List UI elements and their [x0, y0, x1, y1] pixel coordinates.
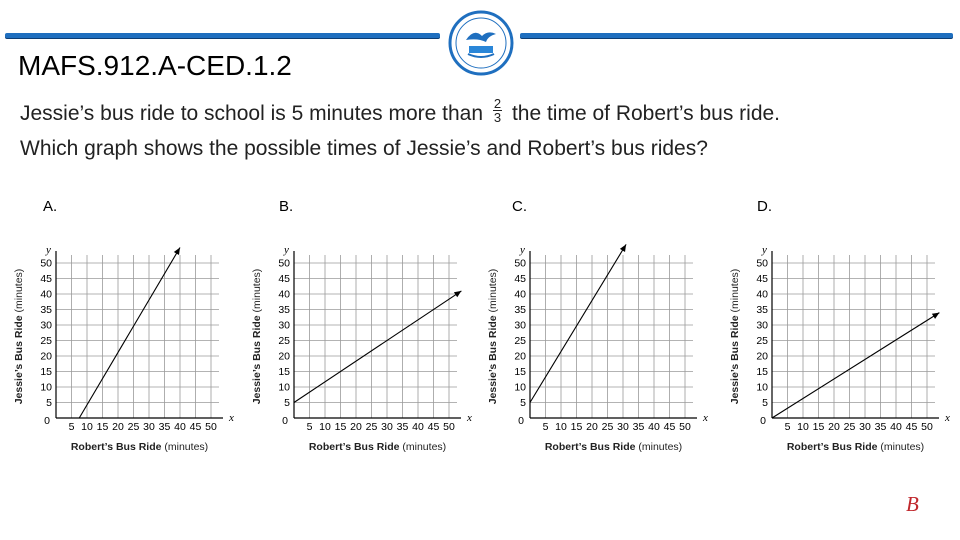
line-arrowhead	[932, 313, 940, 319]
origin-label: 0	[760, 415, 766, 427]
x-tick-label: 10	[319, 421, 331, 433]
y-tick-label: 10	[278, 381, 290, 394]
x-axis-title: Robert’s Bus Ride (minutes)	[70, 441, 209, 453]
x-tick-label: 40	[648, 421, 660, 433]
y-axis-title: Jessie’s Bus Ride (minutes)	[13, 268, 25, 405]
y-variable-label: y	[762, 244, 767, 256]
fraction-denominator: 3	[493, 110, 502, 125]
x-tick-label: 35	[396, 421, 409, 433]
x-variable-label: x	[703, 412, 708, 424]
x-tick-label: 10	[797, 421, 809, 433]
y-variable-label: y	[284, 244, 289, 256]
question-line-2: Which graph shows the possible times of Jessie’s and Robert’s bus rides?	[20, 137, 708, 160]
y-tick-label: 45	[40, 273, 52, 285]
y-tick-label: 25	[756, 335, 768, 347]
y-tick-label: 40	[278, 288, 290, 301]
y-tick-label: 30	[756, 319, 768, 332]
graph-option-a[interactable]	[8, 228, 234, 453]
y-tick-label: 15	[278, 366, 290, 378]
y-tick-label: 25	[278, 335, 290, 347]
option-a-label[interactable]: A.	[43, 198, 58, 215]
x-tick-label: 40	[174, 421, 186, 433]
graph-option-b[interactable]	[246, 228, 472, 453]
y-variable-label: y	[46, 244, 51, 256]
y-tick-label: 10	[756, 381, 768, 394]
y-axis-title: Jessie’s Bus Ride (minutes)	[251, 268, 263, 405]
y-tick-label: 30	[514, 319, 526, 332]
standard-code-title: MAFS.912.A-CED.1.2	[18, 50, 292, 81]
x-tick-label: 35	[158, 421, 171, 433]
y-tick-label: 30	[278, 319, 290, 332]
origin-label: 0	[282, 415, 288, 427]
x-tick-label: 25	[127, 421, 140, 433]
series-line	[530, 244, 626, 402]
y-tick-label: 25	[514, 335, 526, 347]
line-arrowhead	[620, 244, 626, 252]
x-tick-label: 50	[443, 421, 455, 433]
header-rule-left	[5, 33, 440, 38]
x-tick-label: 25	[365, 421, 378, 433]
x-tick-label: 20	[112, 421, 124, 433]
answer-key: B	[906, 492, 919, 516]
option-c-label[interactable]: C.	[512, 198, 527, 215]
y-tick-label: 40	[514, 288, 526, 301]
x-tick-label: 25	[843, 421, 856, 433]
y-tick-label: 15	[756, 366, 768, 378]
x-tick-label: 20	[828, 421, 840, 433]
x-tick-label: 25	[601, 421, 614, 433]
graph-option-d[interactable]	[724, 228, 950, 453]
y-tick-label: 35	[278, 304, 290, 316]
y-tick-label: 20	[756, 350, 768, 363]
option-b-label[interactable]: B.	[279, 198, 294, 215]
y-tick-label: 40	[756, 288, 768, 301]
y-tick-label: 50	[756, 257, 768, 270]
y-tick-label: 35	[756, 304, 768, 316]
question-line-1	[20, 96, 781, 128]
x-tick-label: 30	[381, 421, 393, 433]
x-tick-label: 5	[68, 421, 75, 433]
x-axis-title: Robert’s Bus Ride (minutes)	[786, 441, 925, 453]
y-variable-label: y	[520, 244, 525, 256]
y-tick-label: 10	[40, 381, 52, 394]
y-tick-label: 20	[514, 350, 526, 363]
fraction-two-thirds	[493, 97, 502, 124]
graph-option-c[interactable]	[482, 228, 708, 453]
y-tick-label: 25	[40, 335, 52, 347]
x-tick-label: 30	[617, 421, 629, 433]
x-tick-label: 5	[306, 421, 313, 433]
y-tick-label: 50	[278, 257, 290, 270]
y-tick-label: 40	[40, 288, 52, 301]
y-tick-label: 15	[514, 366, 526, 378]
x-axis-title: Robert’s Bus Ride (minutes)	[544, 441, 683, 453]
line-arrowhead	[174, 248, 180, 256]
x-tick-label: 45	[189, 421, 202, 433]
school-seal-logo	[448, 10, 514, 76]
y-axis-title: Jessie’s Bus Ride (minutes)	[487, 268, 499, 405]
x-tick-label: 50	[679, 421, 691, 433]
question-text-before: Jessie’s bus ride to school is 5 minutes more than	[20, 102, 484, 126]
y-tick-label: 45	[514, 273, 526, 285]
y-tick-label: 10	[514, 381, 526, 394]
origin-label: 0	[44, 415, 50, 427]
y-tick-label: 5	[762, 397, 768, 409]
origin-label: 0	[518, 415, 524, 427]
y-tick-label: 5	[46, 397, 52, 409]
y-tick-label: 5	[284, 397, 290, 409]
x-tick-label: 50	[921, 421, 933, 433]
option-d-label[interactable]: D.	[757, 198, 772, 215]
x-tick-label: 10	[555, 421, 567, 433]
x-tick-label: 15	[812, 421, 825, 433]
y-tick-label: 30	[40, 319, 52, 332]
question-text-after: the time of Robert’s bus ride.	[511, 102, 781, 126]
series-line	[294, 291, 461, 403]
x-tick-label: 5	[784, 421, 791, 433]
y-tick-label: 45	[278, 273, 290, 285]
x-variable-label: x	[229, 412, 234, 424]
x-tick-label: 35	[632, 421, 645, 433]
y-tick-label: 20	[278, 350, 290, 363]
x-tick-label: 15	[570, 421, 583, 433]
x-tick-label: 35	[874, 421, 887, 433]
x-variable-label: x	[945, 412, 950, 424]
x-tick-label: 5	[542, 421, 549, 433]
x-tick-label: 30	[143, 421, 155, 433]
x-tick-label: 10	[81, 421, 93, 433]
y-tick-label: 45	[756, 273, 768, 285]
x-tick-label: 45	[427, 421, 440, 433]
y-tick-label: 15	[40, 366, 52, 378]
y-tick-label: 20	[40, 350, 52, 363]
y-tick-label: 50	[514, 257, 526, 270]
x-tick-label: 30	[859, 421, 871, 433]
fraction-numerator: 2	[493, 96, 502, 111]
y-tick-label: 5	[520, 397, 526, 409]
x-axis-title: Robert’s Bus Ride (minutes)	[308, 441, 447, 453]
y-tick-label: 50	[40, 257, 52, 270]
x-tick-label: 40	[412, 421, 424, 433]
y-tick-label: 35	[40, 304, 52, 316]
x-tick-label: 50	[205, 421, 217, 433]
header-rule-right	[520, 33, 953, 38]
x-tick-label: 15	[96, 421, 109, 433]
x-variable-label: x	[467, 412, 472, 424]
y-axis-title: Jessie’s Bus Ride (minutes)	[729, 268, 741, 405]
x-tick-label: 20	[350, 421, 362, 433]
x-tick-label: 45	[663, 421, 676, 433]
x-tick-label: 40	[890, 421, 902, 433]
x-tick-label: 15	[334, 421, 347, 433]
x-tick-label: 20	[586, 421, 598, 433]
x-tick-label: 45	[905, 421, 918, 433]
y-tick-label: 35	[514, 304, 526, 316]
